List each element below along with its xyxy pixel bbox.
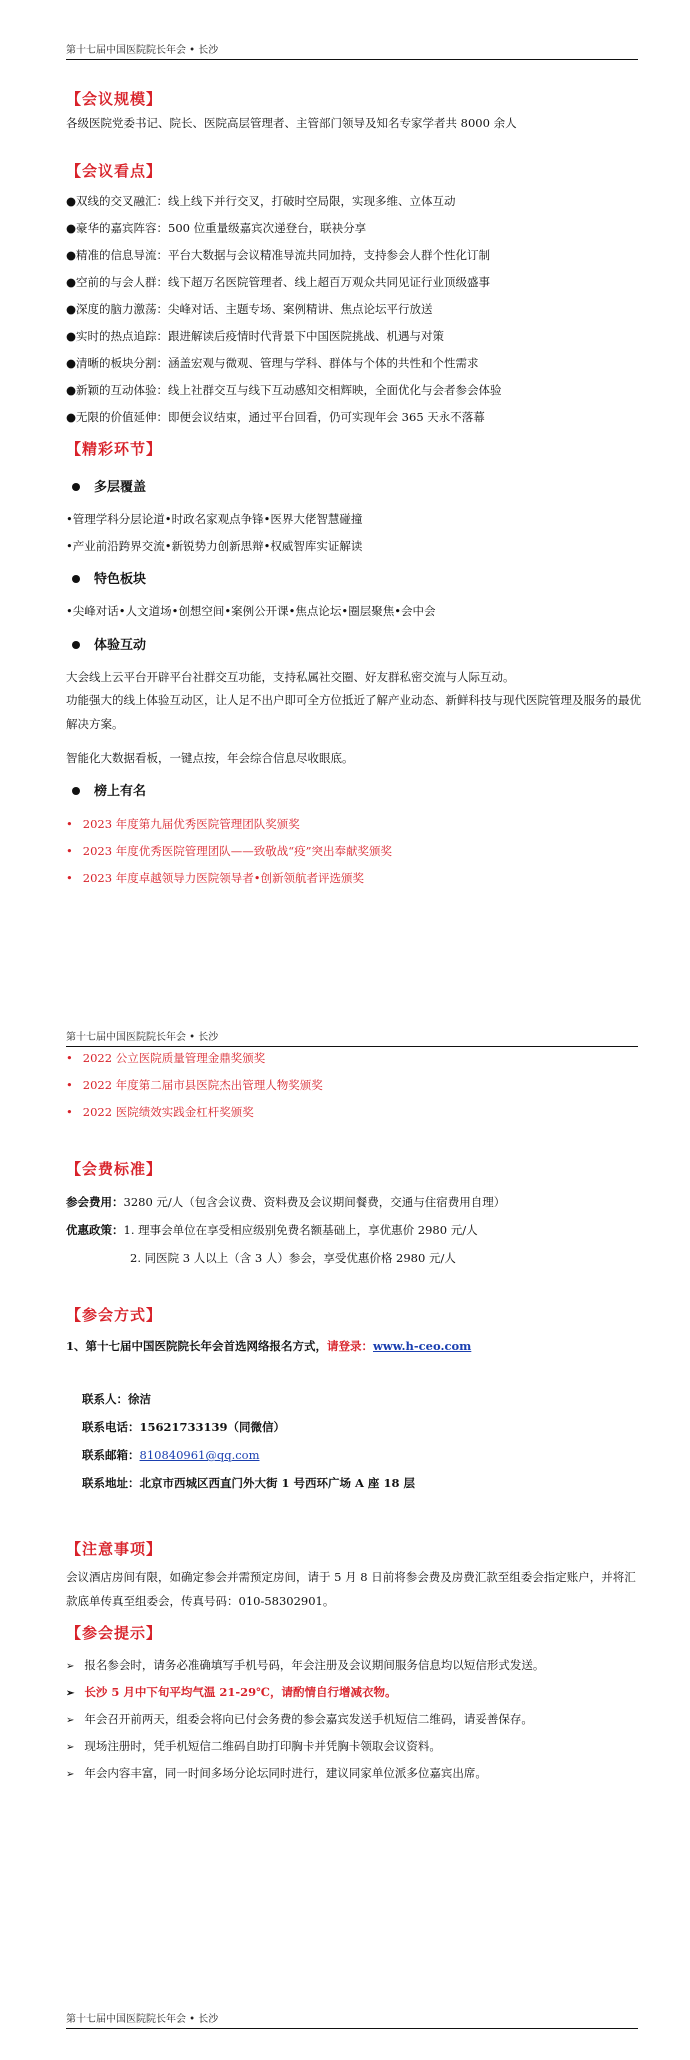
email-link[interactable]: 810840961@qq.com (139, 1448, 260, 1462)
tip-item: ➢ 长沙 5 月中下旬平均气温 21-29℃，请酌情自行增减衣物。 (66, 1683, 641, 1703)
highlight-item: ●双线的交叉融汇：线上线下并行交叉，打破时空局限，实现多维、立体互动 (66, 194, 456, 208)
bullet-dot-icon (72, 575, 80, 583)
subheading-feature: 特色板块 (66, 568, 146, 587)
tip-item: ➢ 年会召开前两天，组委会将向已付会务费的参会嘉宾发送手机短信二维码，请妥善保存。 (66, 1710, 641, 1730)
contact-email: 联系邮箱：810840961@qq.com (82, 1448, 260, 1462)
highlight-item: ●清晰的板块分割：涵盖宏观与微观、管理与学科、群体与个体的共性和个性需求 (66, 356, 479, 370)
layer-line: •管理学科分层论道•时政名家观点争锋•医界大佬智慧碰撞 (66, 512, 363, 526)
section-title-scale: 【会议规模】 (66, 90, 163, 108)
experience-line: 智能化大数据看板，一键点按，年会综合信息尽收眼底。 (66, 751, 354, 765)
arrow-icon: ➢ (66, 1769, 75, 1780)
tip-item: ➢ 现场注册时，凭手机短信二维码自助打印胸卡并凭胸卡领取会议资料。 (66, 1737, 641, 1757)
award-item: • 2023 年度第九届优秀医院管理团队奖颁奖 (66, 817, 300, 831)
arrow-icon: ➢ (66, 1715, 75, 1726)
bullet-dot-icon (72, 483, 80, 491)
experience-line: 大会线上云平台开辟平台社群交互功能，支持私属社交圈、好友群私密交流与人际互动。 (66, 670, 515, 684)
award-item: • 2022 医院绩效实践金杠杆奖颁奖 (66, 1105, 254, 1119)
bullet-dot-icon (72, 787, 80, 795)
section-title-segments: 【精彩环节】 (66, 440, 163, 458)
section-title-registration: 【参会方式】 (66, 1306, 163, 1324)
registration-intro: 1、第十七届中国医院院长年会首选网络报名方式，请登录：www.h-ceo.com (66, 1339, 472, 1353)
policy-line: 优惠政策：1. 理事会单位在享受相应级别免费名额基础上，享优惠价 2980 元/人 (66, 1223, 478, 1237)
arrow-icon: ➢ (66, 1688, 75, 1699)
award-item: • 2023 年度优秀医院管理团队——致敬战“疫”突出奉献奖颁奖 (66, 844, 392, 858)
highlight-item: ●精准的信息导流：平台大数据与会议精准导流共同加持，支持参会人群个性化订制 (66, 248, 491, 262)
page-header: 第十七届中国医院院长年会 • 长沙 (66, 1028, 638, 1047)
policy-line: 2. 同医院 3 人以上（含 3 人）参会，享受优惠价格 2980 元/人 (130, 1251, 456, 1265)
tip-item: ➢ 年会内容丰富，同一时间多场分论坛同时进行，建议同家单位派多位嘉宾出席。 (66, 1764, 641, 1784)
arrow-icon: ➢ (66, 1742, 75, 1753)
experience-line: 功能强大的线上体验互动区，让人足不出户即可全方位抵近了解产业动态、新鲜科技与现代医院管理及服务的最优解决方案。 (66, 693, 641, 731)
highlight-item: ●豪华的嘉宾阵容：500 位重量级嘉宾次递登台，联袂分享 (66, 221, 367, 235)
highlight-item: ●空前的与会人群：线下超万名医院管理者、线上超百万观众共同见证行业顶级盛事 (66, 275, 491, 289)
section-title-tips: 【参会提示】 (66, 1624, 163, 1642)
bullet-dot-icon (72, 641, 80, 649)
contact-phone: 联系电话：15621733139（同微信） (82, 1420, 286, 1434)
award-item: • 2022 年度第二届市县医院杰出管理人物奖颁奖 (66, 1078, 323, 1092)
highlight-item: ●深度的脑力激荡：尖峰对话、主题专场、案例精讲、焦点论坛平行放送 (66, 302, 433, 316)
section-title-highlights: 【会议看点】 (66, 162, 163, 180)
award-item: • 2022 公立医院质量管理金鼎奖颁奖 (66, 1051, 266, 1065)
subheading-experience: 体验互动 (66, 634, 146, 653)
highlight-item: ●新颖的互动体验：线上社群交互与线下互动感知交相辉映，全面优化与会者参会体验 (66, 383, 502, 397)
page-header: 第十七届中国医院院长年会 • 长沙 (66, 2010, 638, 2029)
registration-link[interactable]: www.h-ceo.com (373, 1339, 472, 1353)
award-item: • 2023 年度卓越领导力医院领导者•创新领航者评选颁奖 (66, 871, 364, 885)
page-header: 第十七届中国医院院长年会 • 长沙 (66, 41, 638, 60)
highlight-item: ●实时的热点追踪：跟进解读后疫情时代背景下中国医院挑战、机遇与对策 (66, 329, 445, 343)
highlight-item: ●无限的价值延伸：即便会议结束，通过平台回看，仍可实现年会 365 天永不落幕 (66, 410, 485, 424)
scale-text: 各级医院党委书记、院长、医院高层管理者、主管部门领导及知名专家学者共 8000 余人 (66, 116, 517, 130)
layer-line: •产业前沿跨界交流•新锐势力创新思辩•权威智库实证解读 (66, 539, 363, 553)
section-title-notes: 【注意事项】 (66, 1540, 163, 1558)
subheading-layer: 多层覆盖 (66, 476, 146, 495)
notes-text: 会议酒店房间有限，如确定参会并需预定房间，请于 5 月 8 日前将参会费及房费汇款至组委会指定账户，并将汇款底单传真至组委会，传真号码：010-58302901。 (66, 1570, 636, 1608)
arrow-icon: ➢ (66, 1661, 75, 1672)
contact-person: 联系人：徐洁 (82, 1392, 151, 1406)
tip-item: ➢ 报名参会时，请务必准确填写手机号码，年会注册及会议期间服务信息均以短信形式发送。 (66, 1656, 641, 1676)
subheading-awards: 榜上有名 (66, 780, 146, 799)
section-title-fees: 【会费标准】 (66, 1160, 163, 1178)
contact-address: 联系地址：北京市西城区西直门外大街 1 号西环广场 A 座 18 层 (82, 1476, 415, 1490)
fee-line: 参会费用：3280 元/人（包含会议费、资料费及会议期间餐费，交通与住宿费用自理） (66, 1195, 506, 1209)
feature-line: •尖峰对话•人文道场•创想空间•案例公开课•焦点论坛•圈层聚焦•会中会 (66, 604, 436, 618)
